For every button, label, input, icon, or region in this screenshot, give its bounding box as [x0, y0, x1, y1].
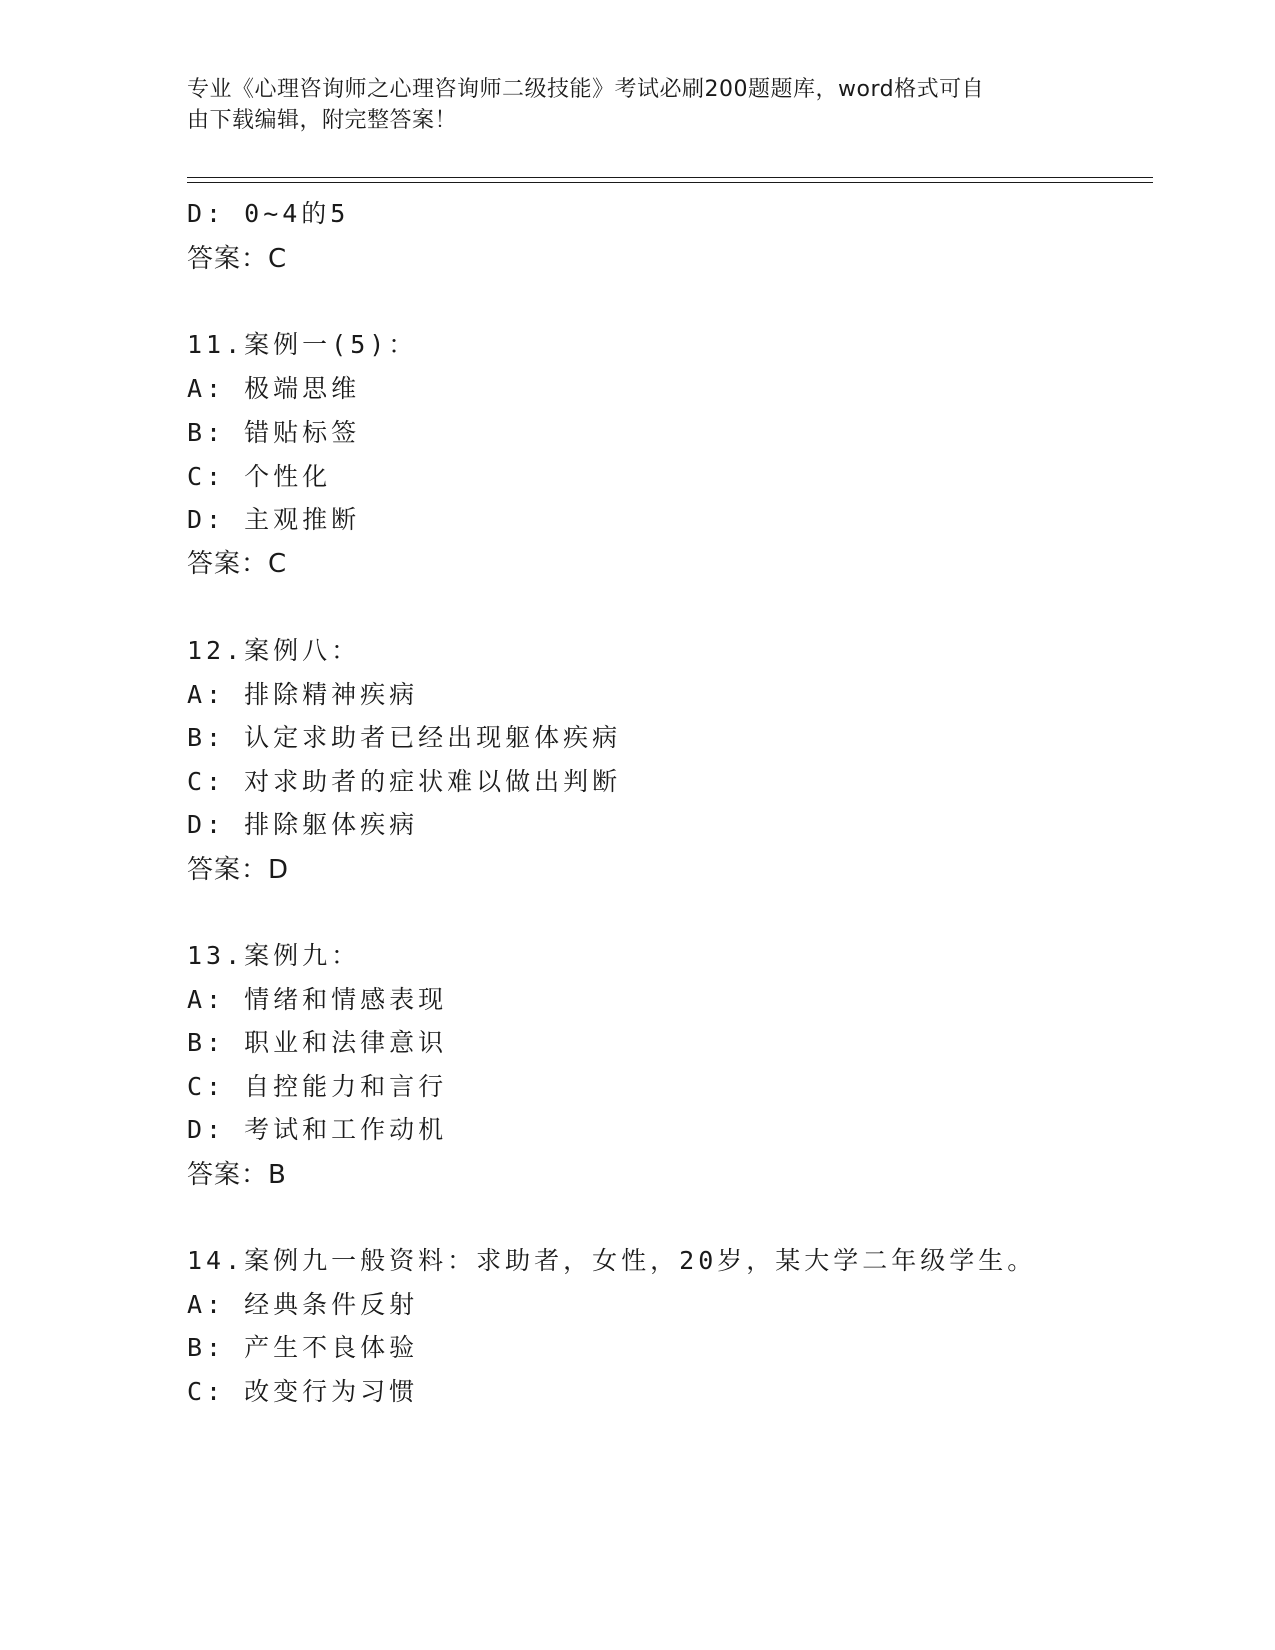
q11-answer: 答案：C: [187, 549, 288, 579]
q11-question: 11.案例一(5)：: [187, 330, 418, 359]
q12-option-d: D: 排除躯体疾病: [187, 810, 419, 839]
header-divider-top: [187, 177, 1153, 178]
header-line-2: 由下载编辑，附完整答案！: [187, 108, 458, 133]
q11-option-d: D: 主观推断: [187, 505, 361, 534]
prev-answer: 答案：C: [187, 244, 288, 274]
q11-option-c: C: 个性化: [187, 462, 332, 491]
document-header: [187, 74, 1067, 136]
q14-option-a: A: 经典条件反射: [187, 1290, 419, 1319]
q13-option-a: A: 情绪和情感表现: [187, 985, 448, 1014]
q14-option-b: B: 产生不良体验: [187, 1333, 419, 1362]
header-line-1: 专业《心理咨询师之心理咨询师二级技能》考试必刷200题题库，word格式可自: [187, 77, 985, 102]
q13-option-d: D: 考试和工作动机: [187, 1115, 448, 1144]
q14-option-c: C: 改变行为习惯: [187, 1377, 419, 1406]
q12-option-c: C: 对求助者的症状难以做出判断: [187, 767, 622, 796]
q12-question: 12.案例八：: [187, 636, 361, 665]
q13-answer: 答案：B: [187, 1160, 287, 1190]
q12-option-a: A: 排除精神疾病: [187, 680, 419, 709]
q13-question: 13.案例九：: [187, 941, 361, 970]
prev-option-d: D: 0~4的5: [187, 199, 350, 228]
q12-option-b: B: 认定求助者已经出现躯体疾病: [187, 723, 622, 752]
q11-option-b: B: 错贴标签: [187, 418, 361, 447]
q12-answer: 答案：D: [187, 855, 290, 885]
q11-option-a: A: 极端思维: [187, 374, 361, 403]
header-divider-bottom: [187, 182, 1153, 183]
q13-option-b: B: 职业和法律意识: [187, 1028, 448, 1057]
q14-question: 14.案例九一般资料：求助者，女性，20岁，某大学二年级学生。: [187, 1246, 1037, 1275]
q13-option-c: C: 自控能力和言行: [187, 1072, 448, 1101]
